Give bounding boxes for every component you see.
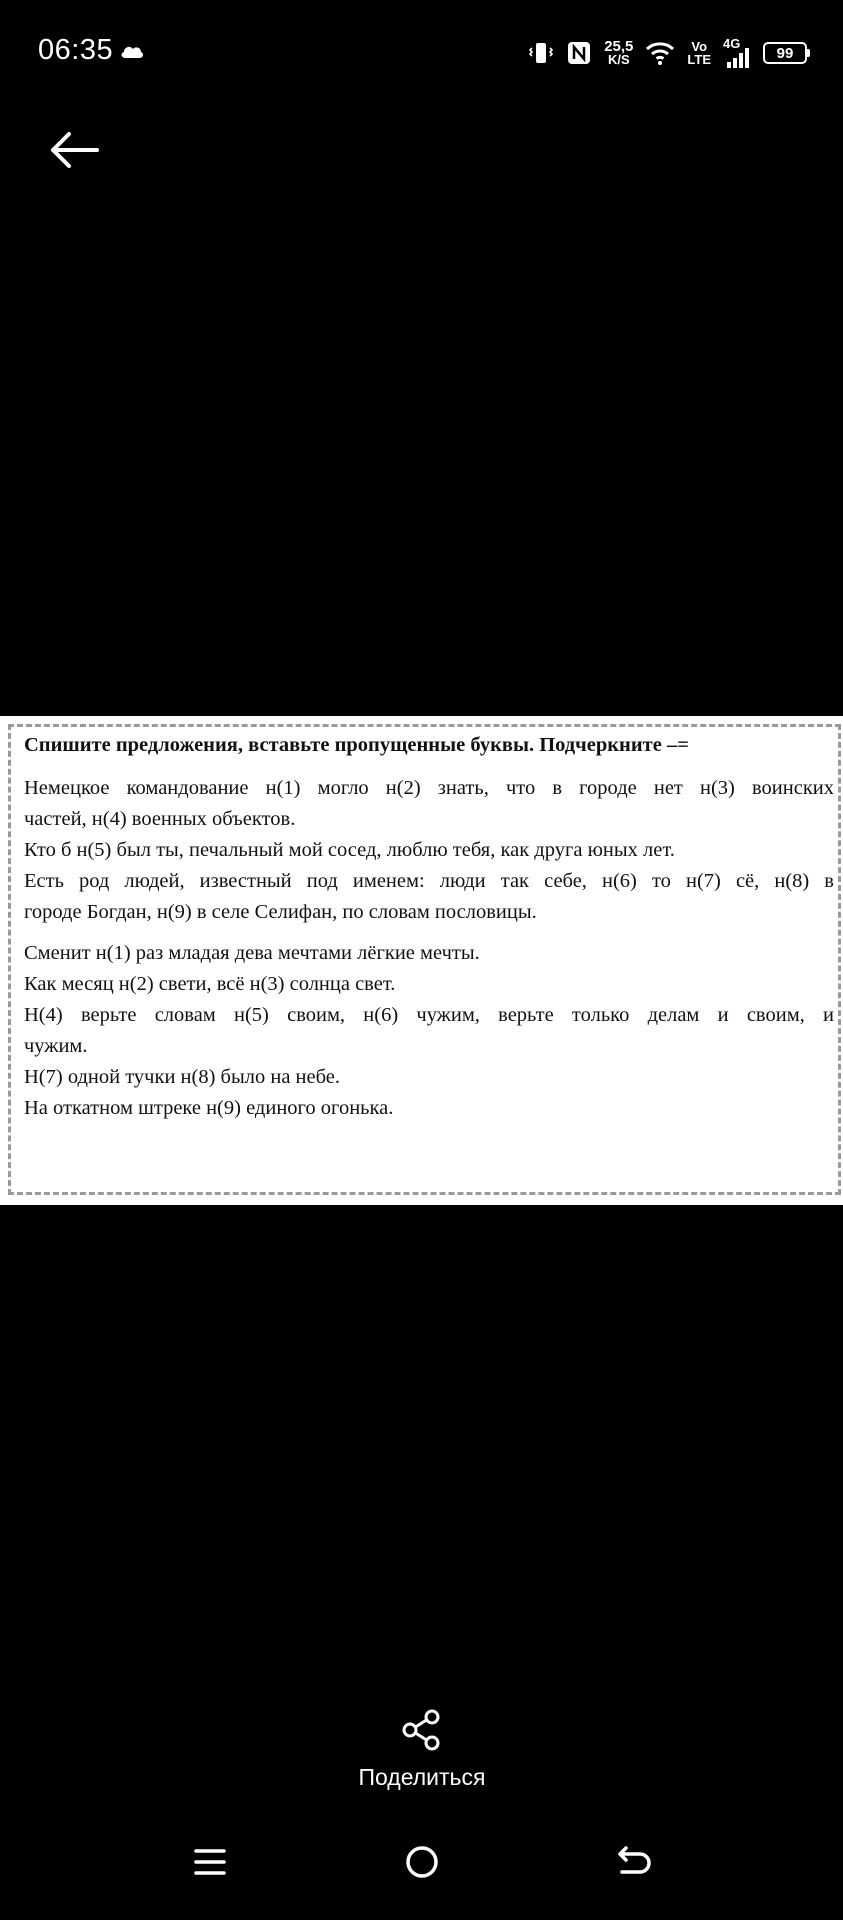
back-button[interactable] [46,124,102,176]
status-time: 06:35 [38,34,114,66]
text-line: Сменит н(1) раз младая дева мечтами лёгкие мечты. [24,942,480,964]
text-line: частей, н(4) военных объектов. [24,808,296,830]
document-text [24,730,834,1124]
task-title: Спишите предложения, вставьте пропущенные буквы. Подчеркните –= [24,734,689,756]
back-icon [616,1844,652,1880]
network-speed [604,40,633,66]
document-image[interactable] [0,716,843,1205]
text-line: чужим. [24,1035,88,1057]
text-line: городе Богдан, н(9) в селе Селифан, по словам пословицы. [24,901,537,923]
system-back-button[interactable] [604,1834,664,1890]
wifi-icon [645,40,675,66]
navigation-bar [0,1820,843,1920]
cloud-icon [120,44,144,58]
status-icons [528,36,807,70]
recent-apps-button[interactable] [180,1834,240,1890]
volte-top: Vo [691,39,708,54]
share-button[interactable] [340,1708,504,1800]
home-icon [404,1844,440,1880]
status-bar [0,0,843,104]
share-label: Поделиться [358,1764,486,1790]
share-icon [400,1708,444,1752]
speed-value: 25,5 [604,38,634,55]
home-button[interactable] [392,1834,452,1890]
nfc-icon [566,40,592,66]
volte-bottom: LTE [687,52,711,67]
text-line: Н(7) одной тучки н(8) было на небе. [24,1066,340,1088]
text-line: Как месяц н(2) свети, всё н(3) солнца свет. [24,973,396,995]
paragraph-gap [24,928,834,938]
arrow-left-icon [49,130,99,170]
text-line: Немецкое командование н(1) могло н(2) знать, что в городе нет н(3) воинских [24,777,834,799]
vibrate-icon [528,40,554,66]
recent-apps-icon [194,1846,226,1878]
text-line: На откатном штреке н(9) единого огонька. [24,1097,394,1119]
battery-level: 99 [776,44,794,62]
network-type: 4G [723,36,741,51]
text-line: Есть род людей, известный под именем: люди так себе, н(6) то н(7) сё, н(8) в [24,870,834,892]
text-line: Кто б н(5) был ты, печальный мой сосед, люблю тебя, как друга юных лет. [24,839,675,861]
volte-indicator [687,40,711,66]
speed-unit: K/S [607,52,630,67]
battery-icon [763,42,807,64]
text-line: Н(4) верьте словам н(5) своим, н(6) чужим, верьте только делам и своим, и [24,1004,834,1026]
signal-icon [723,38,751,68]
